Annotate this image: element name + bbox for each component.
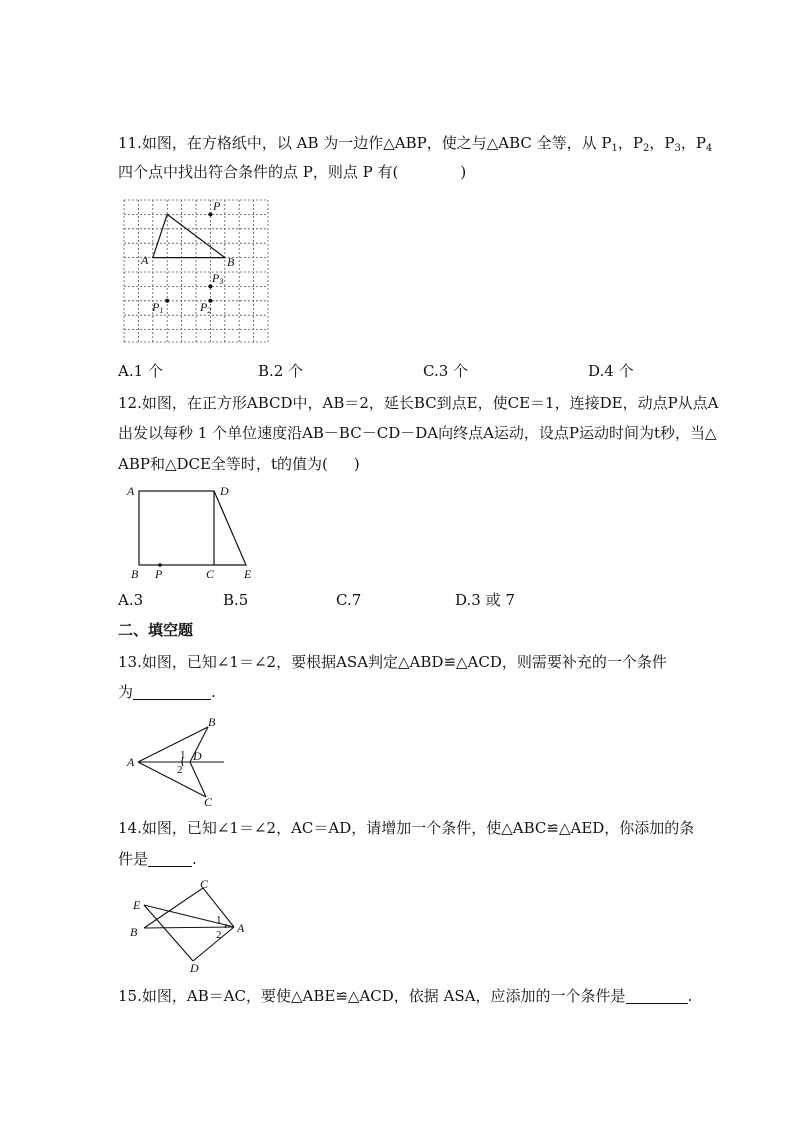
label-B: B <box>208 715 216 729</box>
q15-answer-blank[interactable] <box>626 987 688 1004</box>
q14-stem-line2: 件是 . <box>118 850 197 868</box>
q11-option-c[interactable]: C.3 个 <box>423 362 469 380</box>
label-E: E <box>133 898 141 912</box>
point-p3 <box>208 284 212 288</box>
q11-option-d[interactable]: D.4 个 <box>588 362 634 380</box>
q11-stem-line2: 四个点中找出符合条件的点 P，则点 P 有( ) <box>118 163 467 181</box>
label-C: C <box>206 567 215 581</box>
q13-figure <box>124 714 234 809</box>
q13-stem-line1: 13.如图，已知∠1＝∠2，要根据ASA判定△ABD≌△ACD，则需要补充的一个条件 <box>118 653 667 671</box>
label-P1: P1 <box>152 300 164 315</box>
q12-stem-line2: 出发以每秒 1 个单位速度沿AB－BC－CD－DA向终点A运动，设点P运动时间为t秒，当△ <box>118 424 717 442</box>
q14-answer-blank[interactable] <box>148 850 192 867</box>
label-D: D <box>193 749 202 763</box>
label-B: B <box>227 255 235 269</box>
q12-option-a[interactable]: A.3 <box>118 591 144 609</box>
q12-stem-line3: ABP和△DCE全等时，t的值为( ) <box>118 455 360 473</box>
label-A: A <box>237 921 245 935</box>
label-D: D <box>220 484 229 498</box>
label-A: A <box>127 484 135 498</box>
segment-ce-de <box>214 491 246 565</box>
q14-figure <box>124 878 254 974</box>
q13-stem-line2: 为 . <box>118 683 216 701</box>
q13-answer-blank[interactable] <box>133 683 211 700</box>
section-title: 二、填空题 <box>118 621 194 639</box>
square-abcd <box>139 491 214 565</box>
label-angle-2: 2 <box>216 929 222 941</box>
q11-option-a[interactable]: A.1 个 <box>118 362 163 380</box>
label-B: B <box>131 567 139 581</box>
q11-option-b[interactable]: B.2 个 <box>258 362 304 380</box>
point-p1 <box>165 299 169 303</box>
q12-stem-line1: 12.如图，在正方形ABCD中，AB＝2，延长BC到点E，使CE＝1，连接DE，动点P从点A <box>118 394 719 412</box>
label-angle-1: 1 <box>180 749 186 761</box>
label-P3: P3 <box>212 271 224 286</box>
label-A: A <box>127 755 135 769</box>
q15-stem-line1: 15.如图，AB＝AC，要使△ABE≌△ACD，依据 ASA，应添加的一个条件是 . <box>118 987 693 1005</box>
label-C: C <box>200 878 209 891</box>
label-P: P <box>213 199 221 213</box>
q12-option-b[interactable]: B.5 <box>223 591 249 609</box>
label-C: C <box>204 795 213 809</box>
label-angle-2: 2 <box>177 764 183 776</box>
q12-option-c[interactable]: C.7 <box>336 591 362 609</box>
q11-stem-line1: 11.如图，在方格纸中，以 AB 为一边作△ABP，使之与△ABC 全等，从 $P_1$，$P_2$，$P_3$，$P_4$ <box>118 134 713 154</box>
triangle-abc <box>153 214 225 257</box>
label-E: E <box>244 567 252 581</box>
q14-stem-line1: 14.如图，已知∠1＝∠2，AC＝AD，请增加一个条件，使△ABC≌△AED，你添加的条 <box>118 819 695 837</box>
label-P2: P2 <box>200 300 212 315</box>
label-angle-1: 1 <box>216 914 222 926</box>
point-p2 <box>208 299 212 303</box>
q12-square-figure <box>124 482 264 582</box>
q12-option-d[interactable]: D.3 或 7 <box>455 591 515 609</box>
point-p <box>208 212 212 216</box>
label-P: P <box>155 567 163 581</box>
label-D: D <box>190 961 199 974</box>
q11-grid-figure <box>120 196 272 346</box>
label-A: A <box>141 253 149 267</box>
label-B: B <box>130 925 138 939</box>
